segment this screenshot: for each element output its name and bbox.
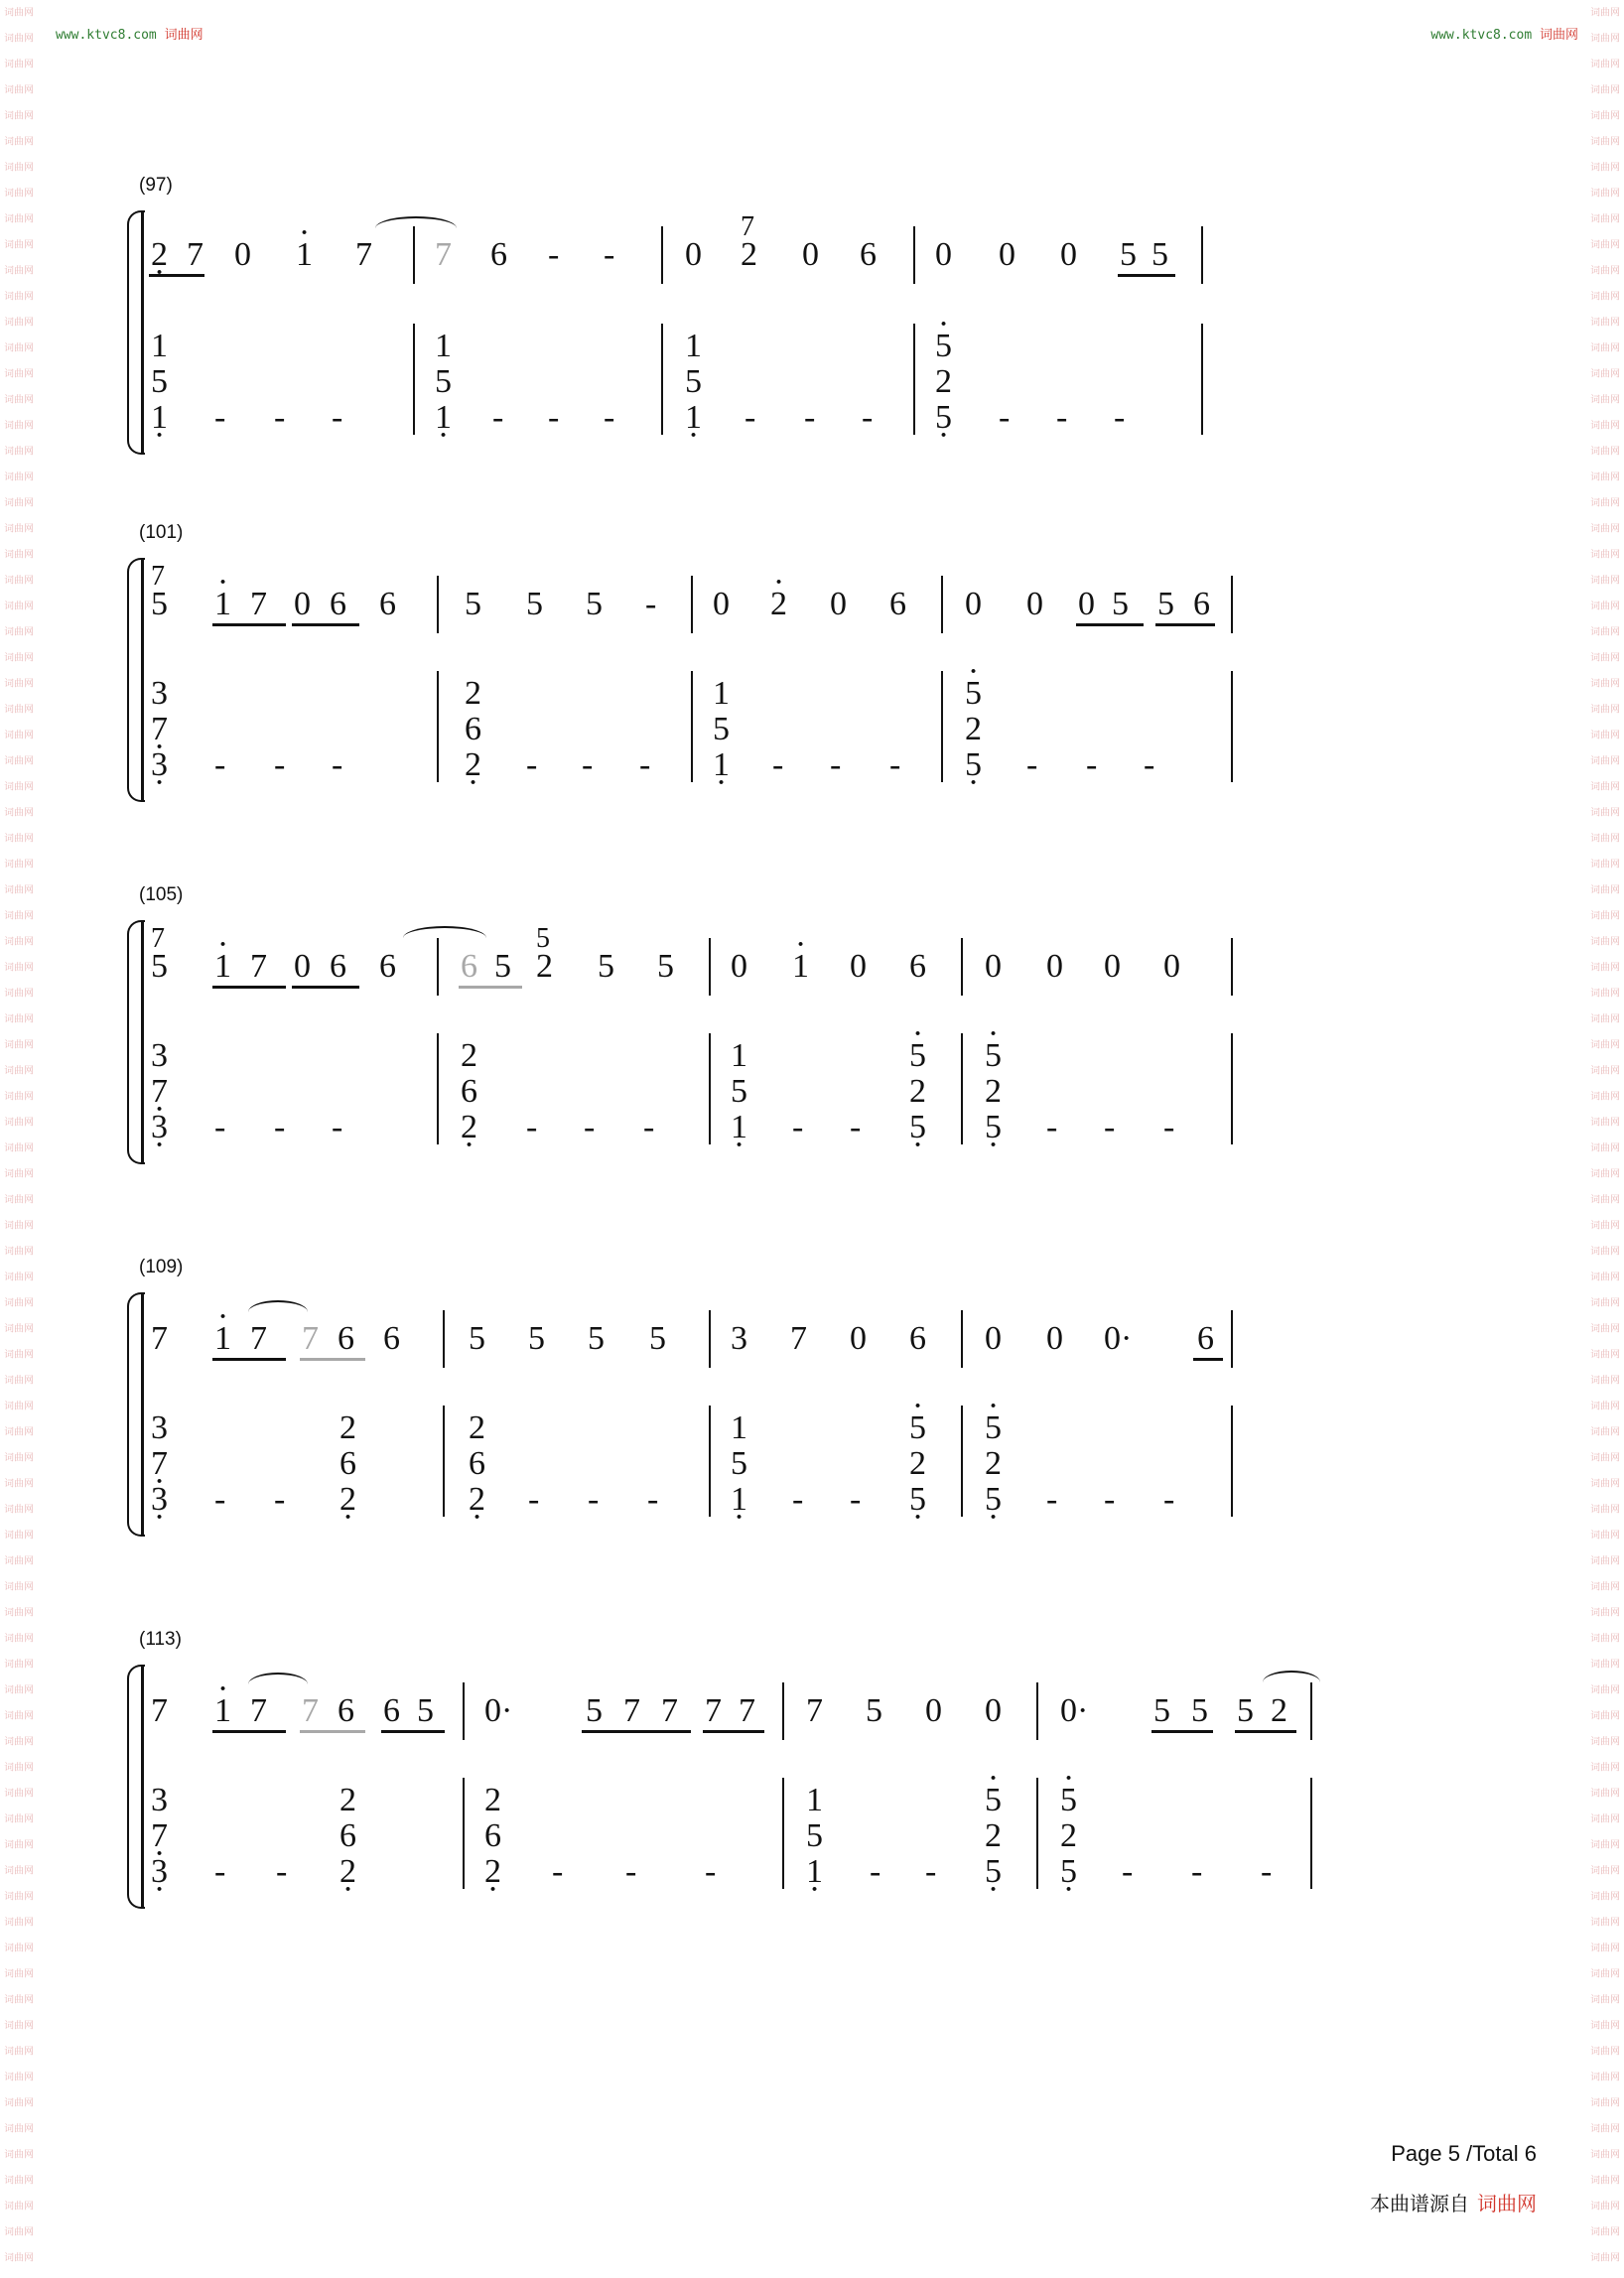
note: 5 [469,1320,485,1357]
chord-note: 2 [469,1409,485,1446]
chord-note: · 2 [484,1855,501,1889]
note: 7 [739,1692,755,1729]
note: 0 [731,948,747,985]
note: 0 [965,586,982,622]
note: 6 [889,586,906,622]
note: 6 [909,1320,926,1357]
note: 0 [1060,236,1077,273]
melody-staff: · 2 7 0 1 · 7 7 6 - - 0 7 2 0 6 0 0 0 5 5 [119,208,1509,318]
note: 7 [250,1320,267,1357]
note: 0 [985,948,1002,985]
note: 2 · [770,588,787,621]
note: 0 [802,236,819,273]
chord-note: · 1 [151,401,168,435]
note: 6 [1197,1320,1214,1357]
note: 1 · [214,1694,231,1728]
note: 5 [536,923,550,954]
note: 0 [294,586,311,622]
note: 5 [1237,1692,1254,1729]
note: 7 [250,586,267,622]
note: 6 [379,586,396,622]
chord-note: 2 [985,1445,1002,1482]
note: 7 [705,1692,722,1729]
bass-staff: 3 · 7 · 3 - - - 2 6 · 2 - - - 1 5 · 1 - - 5 · 2 · 5 5 · 2 · 5 - - - [119,1027,1509,1156]
chord-note: 2 [1060,1817,1077,1854]
chord-note: 1 [435,328,452,364]
note: 5 [1112,586,1129,622]
system-113 [119,1629,1509,1911]
note: 5 [151,948,168,985]
chord-note: · 7 [151,1447,168,1481]
chord-note: 5 · [909,1411,926,1445]
chord-note: · 1 [731,1483,747,1517]
chord-note: 2 [484,1782,501,1818]
watermark-left: 词曲网 词曲网 词曲网 词曲网 词曲网 词曲网 词曲网 词曲网 词曲网 词曲网 词曲网 词曲网 词曲网 词曲网 词曲网 词曲网 词曲网 词曲网 词曲网 词曲网 词曲网 词曲网 词曲网 词曲网 词曲网 词曲网 词曲网 词曲网 词曲网 词曲网 词曲网 词曲网 词曲网 词曲网 词曲网 词曲网 词曲网 词曲网 词曲网 词曲网 词曲网 词曲网 词曲网 词曲网 词曲网 词曲网 词曲网 词曲网 词曲网 词曲网 词曲网 词曲网 词曲网 词曲网 词曲网 词曲网 词曲网 词曲网 词曲网 词曲网 词曲网 词曲网 词曲网 词曲网 词曲网 词曲网 词曲网 词曲网 词曲网 词曲网 词曲网 词曲网 词曲网 词曲网 词曲网 词曲网 词曲网 词曲网 词曲网 词曲网 词曲网 词曲网 词曲网 词曲网 词曲网 词曲网 词曲网 词曲网 [4,6,34,2264]
note: 6 [909,948,926,985]
note: 0 [985,1320,1002,1357]
note: 7 [623,1692,640,1729]
note: 7 [790,1320,807,1357]
note: 5 [649,1320,666,1357]
note: 6 [860,236,877,273]
note: 5 [598,948,614,985]
chord-note: 2 [465,675,481,712]
note: 5 [465,586,481,622]
chord-note: · 3 [151,1111,168,1144]
chord-note: 5 · [985,1039,1002,1073]
header-right [1430,24,1578,43]
note: 0· [1104,1320,1133,1357]
note: 7 [151,923,165,954]
note: 0 [850,948,867,985]
chord-note: · 5 [1060,1855,1077,1889]
note: 0· [1060,1692,1089,1729]
header-left-label: 词曲网 [164,28,203,43]
chord-note: · 5 [985,1483,1002,1517]
measure-number-105: (105) [139,884,184,905]
note: 6 [383,1320,400,1357]
note: 5 [866,1692,882,1729]
chord-note: 2 [461,1037,477,1074]
melody-staff [119,1290,1509,1400]
note: 1 · [214,1322,231,1356]
note: 1 · [792,950,809,984]
note: 5 [1157,586,1174,622]
chord-note: 2 [909,1445,926,1482]
note: 5 [1120,236,1137,273]
note: 0 [1078,586,1095,622]
note: 6 [490,236,507,273]
note: 0 [1046,1320,1063,1357]
bass-staff: 1 5 · 1 - - - 1 5 · 1 - - - 1 5 · 1 - - - 5 · 2 · 5 - - - [119,318,1509,447]
note: 5 [1151,236,1168,273]
note: 6 [461,948,477,985]
melody-staff [119,918,1509,1027]
chord-note: 5 [806,1817,823,1854]
note: 1 · [214,950,231,984]
note: 0 [985,1692,1002,1729]
note: 6 [330,586,346,622]
note: 5 [586,586,603,622]
note: 0· [484,1692,513,1729]
header-right-url: www.ktvc8.com [1430,28,1533,43]
chord-note: 2 [909,1073,926,1110]
chord-note: 2 [339,1782,356,1818]
note: 6 [330,948,346,985]
bass-staff: 3 · 7 · 3 - - - 2 6 · 2 - - - 1 5 · 1 - - - 5 · 2 · 5 - - - [119,665,1509,794]
note: 0 [925,1692,942,1729]
chord-note: · 2 [461,1111,477,1144]
source-credit [1370,2188,1537,2216]
chord-note: 1 [685,328,702,364]
chord-note: 6 [339,1445,356,1482]
note: 5 [528,1320,545,1357]
note: 2 [741,236,757,273]
note: 0 [830,586,847,622]
chord-note: 5 · [985,1784,1002,1817]
chord-note: · 2 [465,748,481,782]
chord-note: · 7 [151,713,168,746]
chord-note: · 5 [909,1483,926,1517]
melody-staff: 7 5 1 · 7 0 6 6 5 5 5 - 0 2 · 0 6 0 0 0 5 5 6 [119,556,1509,665]
chord-note: 6 [461,1073,477,1110]
note: 7 [661,1692,678,1729]
note: 7 [302,1692,319,1729]
note: 7 [250,1692,267,1729]
system-97 [119,175,1509,457]
chord-note: 6 [484,1817,501,1854]
note: 0 [1163,948,1180,985]
chord-note: 3 [151,1782,168,1818]
note: 5 [1191,1692,1208,1729]
note: 5 [588,1320,605,1357]
header-left-url: www.ktvc8.com [56,28,157,43]
chord-note: 5 · [1060,1784,1077,1817]
note: 5 [494,948,511,985]
chord-note: 5 [731,1445,747,1482]
note: 0 [294,948,311,985]
chord-note: 5 [151,363,168,400]
note: 5 [151,586,168,622]
chord-note: · 1 [806,1855,823,1889]
system-101 [119,522,1509,804]
bass-staff: 3 · 7 · 3 - - 2 6 · 2 2 6 · 2 - - - 1 5 · 1 - - 5 · 2 · 5 5 · 2 · 5 - - - [119,1772,1509,1901]
chord-note: · 1 [435,401,452,435]
note: 6 [1193,586,1210,622]
note: 0 [1026,586,1043,622]
note: 0 [999,236,1015,273]
chord-note: 1 [731,1409,747,1446]
note: 0 [685,236,702,273]
note: 6 [338,1692,354,1729]
note: 0 [713,586,730,622]
chord-note: · 2 [339,1855,356,1889]
note: 2 [536,948,553,985]
chord-note: 2 [985,1073,1002,1110]
chord-note: · 1 [713,748,730,782]
chord-note: · 2 [339,1483,356,1517]
watermark-right: 词曲网 词曲网 词曲网 词曲网 词曲网 词曲网 词曲网 词曲网 词曲网 词曲网 词曲网 词曲网 词曲网 词曲网 词曲网 词曲网 词曲网 词曲网 词曲网 词曲网 词曲网 词曲网 词曲网 词曲网 词曲网 词曲网 词曲网 词曲网 词曲网 词曲网 词曲网 词曲网 词曲网 词曲网 词曲网 词曲网 词曲网 词曲网 词曲网 词曲网 词曲网 词曲网 词曲网 词曲网 词曲网 词曲网 词曲网 词曲网 词曲网 词曲网 词曲网 词曲网 词曲网 词曲网 词曲网 词曲网 词曲网 词曲网 词曲网 词曲网 词曲网 词曲网 词曲网 词曲网 词曲网 词曲网 词曲网 词曲网 词曲网 词曲网 词曲网 词曲网 词曲网 词曲网 词曲网 词曲网 词曲网 词曲网 词曲网 词曲网 词曲网 词曲网 词曲网 词曲网 词曲网 词曲网 词曲网 词曲网 [1590,6,1620,2264]
chord-note: · 1 [685,401,702,435]
chord-note: 1 [713,675,730,712]
note: 2 [1271,1692,1287,1729]
note: 7 [302,1320,319,1357]
note: 5 [1153,1692,1170,1729]
note: 1 · [214,588,231,621]
chord-note: 3 [151,1037,168,1074]
measure-number-97: (97) [139,175,173,196]
note: 6 [383,1692,400,1729]
chord-note: · 5 [985,1855,1002,1889]
chord-note: · 5 [965,748,982,782]
system-105 [119,884,1509,1166]
note: 7 [806,1692,823,1729]
note: 0 [935,236,952,273]
chord-note: 1 [806,1782,823,1818]
chord-note: 3 [151,1409,168,1446]
chord-note: · 3 [151,1483,168,1517]
note: 6 [338,1320,354,1357]
note: 1 · [296,238,313,272]
chord-note: 5 · [985,1411,1002,1445]
chord-note: · 3 [151,1855,168,1889]
measure-number-101: (101) [139,522,184,543]
bass-staff: 3 · 7 · 3 - - 2 6 · 2 2 6 · 2 - - - 1 5 · 1 - - 5 · 2 · 5 5 · 2 · 5 - - - [119,1400,1509,1529]
chord-note: · 3 [151,748,168,782]
chord-note: 5 [685,363,702,400]
note: 6 [379,948,396,985]
measure-number-109: (109) [139,1257,184,1277]
system-109 [119,1257,1509,1539]
chord-note: 6 [465,711,481,747]
melody-staff [119,1663,1509,1772]
chord-note: 1 [151,328,168,364]
chord-note: 2 [985,1817,1002,1854]
measure-number-113: (113) [139,1629,182,1650]
note: 7 [435,236,452,273]
chord-note: 5 · [935,330,952,363]
note: 7 [151,1320,168,1357]
source-brand: 词曲网 [1477,2192,1537,2215]
note: 0 [234,236,251,273]
chord-note: · 1 [731,1111,747,1144]
note: 7 [741,211,754,242]
note: 0 [1046,948,1063,985]
chord-note: · 7 [151,1075,168,1109]
note: 0 [1104,948,1121,985]
chord-note: · 2 [469,1483,485,1517]
chord-note: 5 [713,711,730,747]
note: 7 [250,948,267,985]
note: 7 [151,561,165,592]
note: 5 [417,1692,434,1729]
header-left [56,24,203,43]
chord-note: · 7 [151,1819,168,1853]
chord-note: · 5 [909,1111,926,1144]
chord-note: 5 · [965,677,982,711]
chord-note: 6 [339,1817,356,1854]
note: · 2 [151,238,168,272]
note: 5 [526,586,543,622]
note: 5 [657,948,674,985]
note: 7 [355,236,372,273]
chord-note: 6 [469,1445,485,1482]
note: 5 [586,1692,603,1729]
chord-note: 2 [935,363,952,400]
note: 7 [187,236,203,273]
chord-note: 5 [435,363,452,400]
chord-note: 2 [965,711,982,747]
chord-note: 5 [731,1073,747,1110]
note: 7 [151,1692,168,1729]
chord-note: · 5 [935,401,952,435]
chord-note: 3 [151,675,168,712]
note: 0 [850,1320,867,1357]
source-label: 本曲谱源自 [1370,2192,1469,2215]
chord-note: 5 · [909,1039,926,1073]
note: 3 [731,1320,747,1357]
header-right-label: 词曲网 [1539,28,1578,43]
chord-note: 1 [731,1037,747,1074]
page-number: Page 5 /Total 6 [1391,2141,1537,2166]
chord-note: 2 [339,1409,356,1446]
chord-note: · 5 [985,1111,1002,1144]
